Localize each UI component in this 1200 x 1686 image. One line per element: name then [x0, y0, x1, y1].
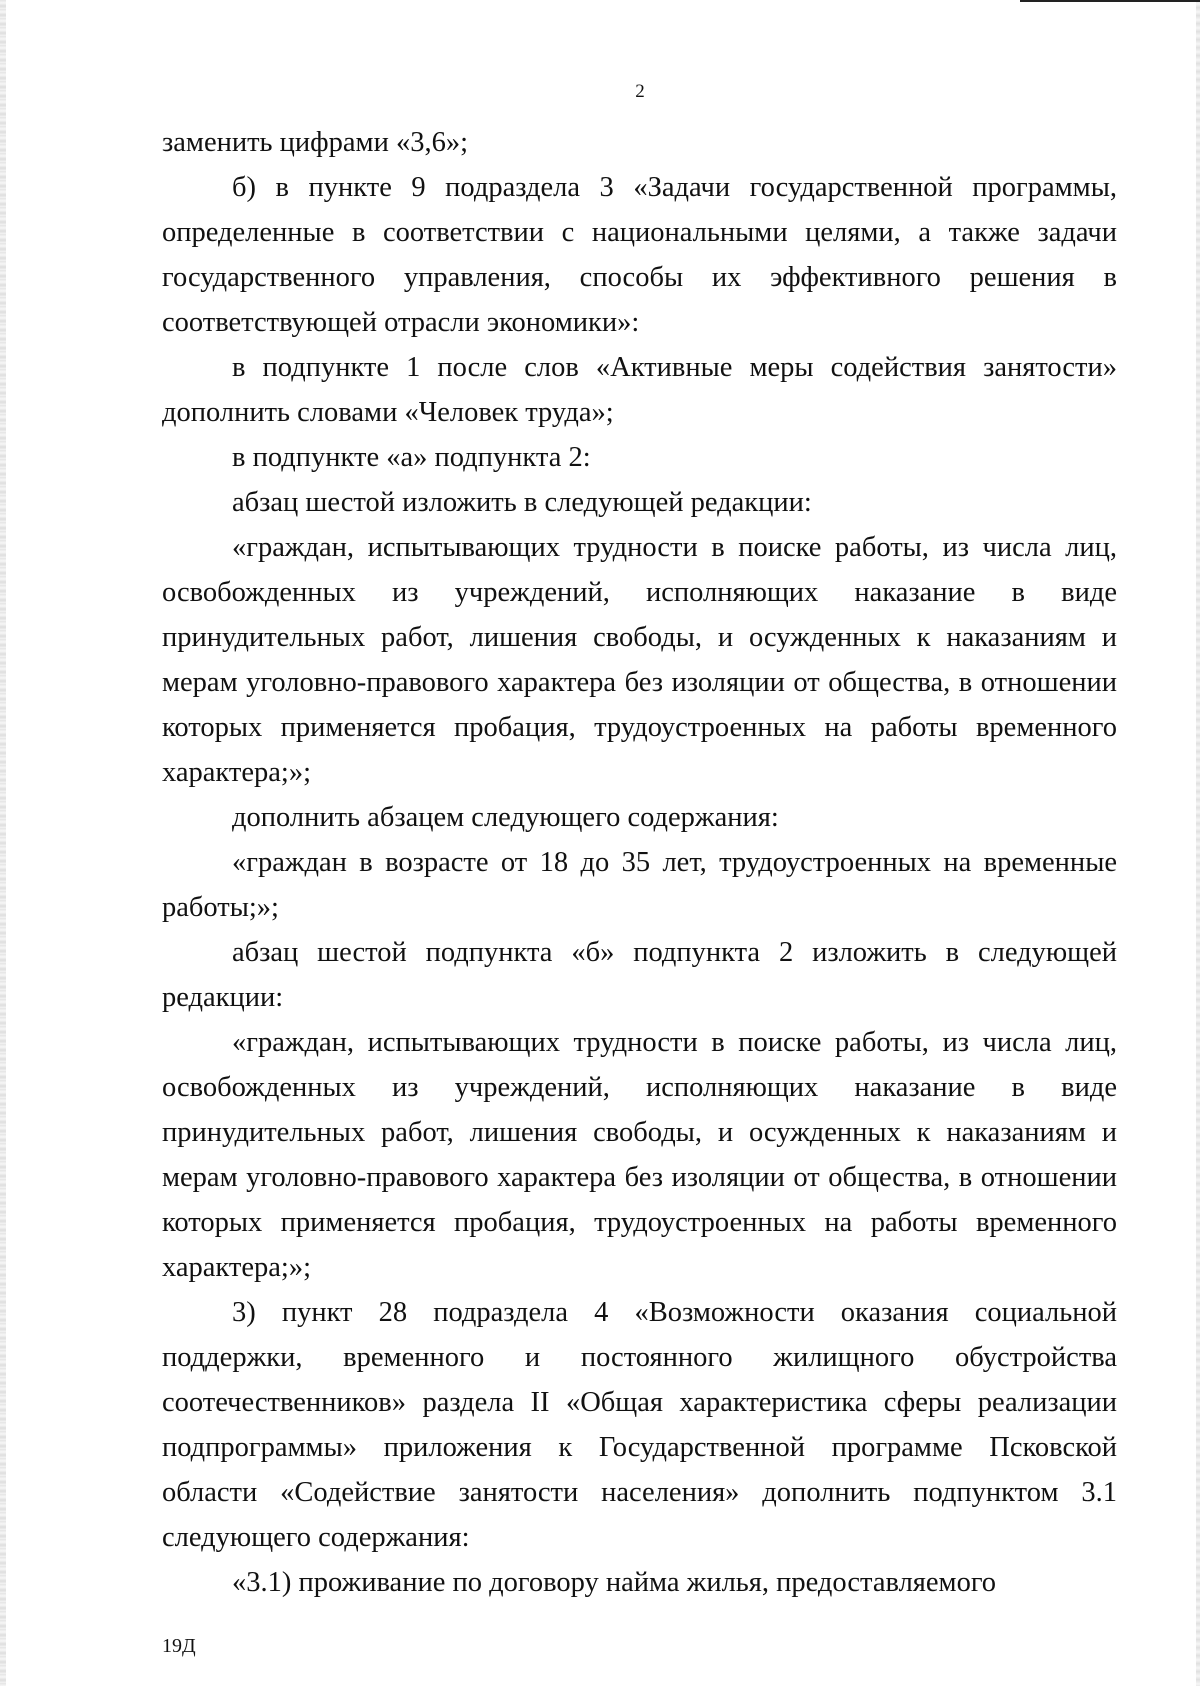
- paragraph: 3) пункт 28 подраздела 4 «Возможности оказания социальной поддержки, временного и постоянного жилищного обустройства соотечественников» раздела II «Общая характеристика сферы реализации подпрограммы» приложения к Государственной программе Псковской области «Содействие занятости населения» дополнить подпунктом 3.1 следующего содержания:: [162, 1297, 1117, 1553]
- scan-edge-right: [1196, 0, 1200, 1686]
- scan-edge-left: [0, 0, 6, 1686]
- paragraph: «3.1) проживание по договору найма жилья, предоставляемого: [232, 1567, 997, 1598]
- page-number: 2: [635, 81, 645, 102]
- paragraph: абзац шестой подпункта «б» подпункта 2 изложить в следующей редакции:: [162, 937, 1117, 1013]
- paragraph: заменить цифрами «3,6»;: [162, 127, 468, 158]
- paragraph: «граждан, испытывающих трудности в поиске работы, из числа лиц, освобожденных из учреждений, исполняющих наказание в виде принудительных работ, лишения свободы, и осужденных к наказаниям и мерам уголовно-правового характера без изоляции от общества, в отношении которых применяется пробация, трудоустроенных на работы временного характера;»;: [162, 532, 1117, 788]
- document-body: [162, 120, 1117, 1605]
- paragraph: б) в пункте 9 подраздела 3 «Задачи государственной программы, определенные в соответствии с национальными целями, а также задачи государственного управления, способы их эффективного решения в соответствующей отрасли экономики»:: [162, 172, 1117, 338]
- scan-top-line: [1020, 0, 1200, 2]
- paragraph: «граждан в возрасте от 18 до 35 лет, трудоустроенных на временные работы;»;: [162, 847, 1117, 923]
- paragraph: абзац шестой изложить в следующей редакции:: [232, 487, 812, 518]
- paragraph: дополнить абзацем следующего содержания:: [232, 802, 779, 833]
- paragraph: в подпункте «а» подпункта 2:: [232, 442, 591, 473]
- paragraph: в подпункте 1 после слов «Активные меры содействия занятости» дополнить словами «Человек труда»;: [162, 352, 1117, 428]
- paragraph: «граждан, испытывающих трудности в поиске работы, из числа лиц, освобожденных из учреждений, исполняющих наказание в виде принудительных работ, лишения свободы, и осужденных к наказаниям и мерам уголовно-правового характера без изоляции от общества, в отношении которых применяется пробация, трудоустроенных на работы временного характера;»;: [162, 1027, 1117, 1283]
- footer-code: 19Д: [162, 1635, 196, 1657]
